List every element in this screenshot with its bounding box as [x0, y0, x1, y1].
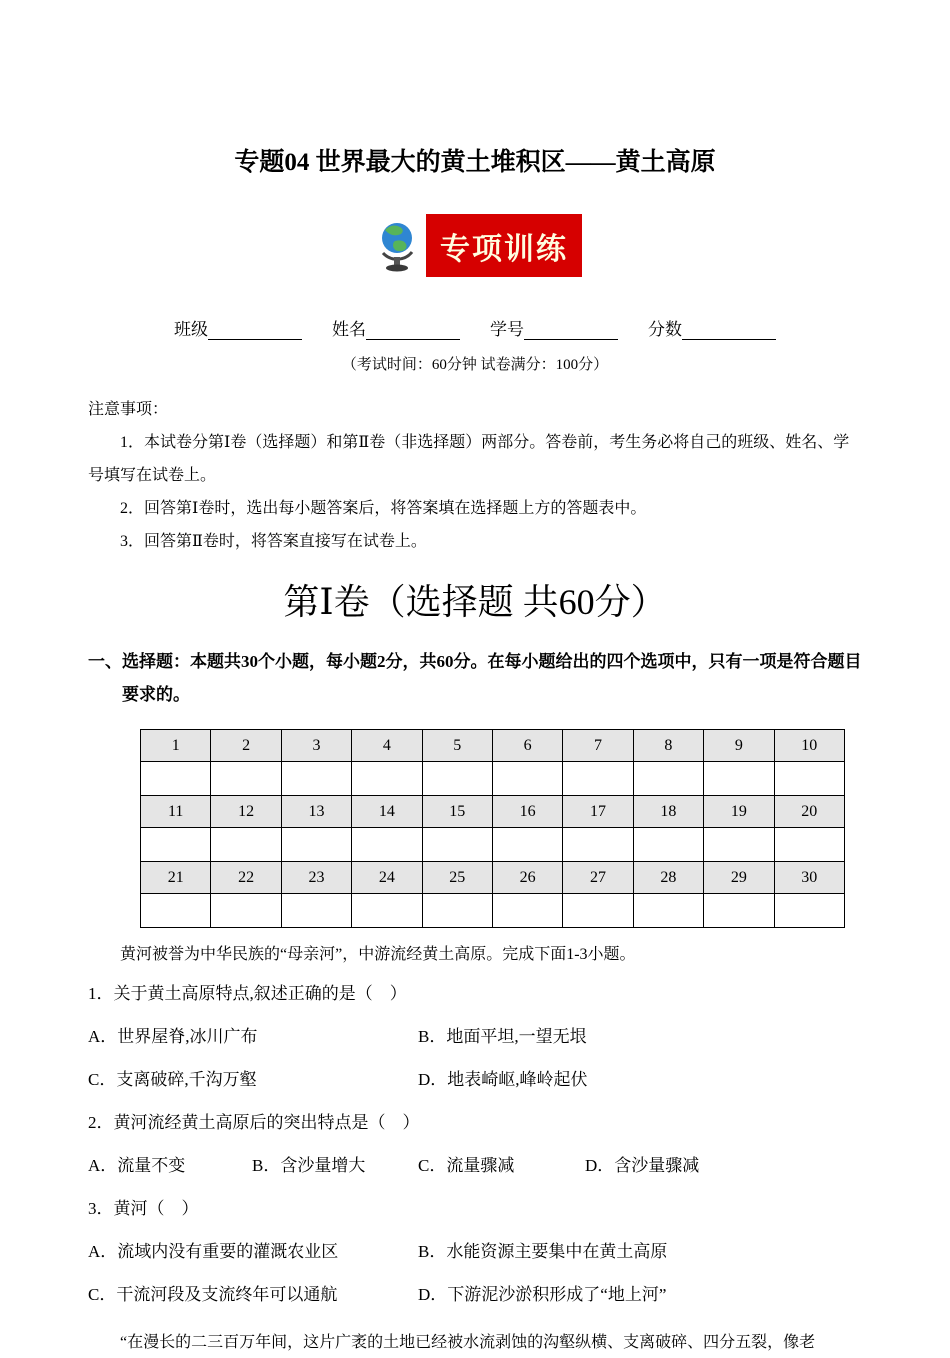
question-stem: 1．关于黄土高原特点,叙述正确的是（ ）	[88, 984, 407, 1003]
page-title: 专题04 世界最大的黄土堆积区——黄土高原	[234, 149, 716, 176]
answer-table-number-cell: 26	[492, 862, 562, 894]
answer-table-answer-cell	[492, 828, 562, 862]
answer-table-answer-cell	[774, 828, 844, 862]
answer-table-answer-cell	[211, 894, 281, 928]
option: A．世界屋脊,冰川广布	[88, 1027, 258, 1046]
option-row	[88, 1144, 862, 1187]
answer-table-answer-cell	[141, 894, 211, 928]
answer-table-answer-cell	[704, 894, 774, 928]
option-row	[88, 1015, 862, 1058]
answer-table-number-cell: 6	[492, 730, 562, 762]
option: D．下游泥沙淤积形成了“地上河”	[418, 1285, 667, 1304]
answer-table-number-cell: 27	[563, 862, 633, 894]
option-row	[88, 1230, 862, 1273]
answer-table-number-cell: 9	[704, 730, 774, 762]
answer-table-answer-cell	[281, 762, 351, 796]
notes-heading: 注意事项：	[88, 401, 169, 418]
section1-instruction: 一、选择题：本题共30个小题，每小题2分，共60分。在每小题给出的四个选项中，只有一项是符合题目要求的。	[88, 652, 862, 704]
questions-block	[88, 972, 862, 1316]
answer-table-number-cell: 15	[422, 796, 492, 828]
student-info-row	[88, 315, 862, 340]
passage-text: 黄河被誉为中华民族的“母亲河”，中游流经黄土高原。完成下面1-3小题。	[120, 946, 636, 963]
answer-table-number-cell: 12	[211, 796, 281, 828]
name-field	[332, 315, 460, 340]
answer-table-number-cell: 30	[774, 862, 844, 894]
option-row	[88, 1058, 862, 1101]
answer-table-answer-cell	[422, 828, 492, 862]
answer-table-number-cell: 29	[704, 862, 774, 894]
answer-table-number-cell: 18	[633, 796, 703, 828]
answer-table-number-cell: 1	[141, 730, 211, 762]
answer-table-number-cell: 20	[774, 796, 844, 828]
answer-table-number-cell: 2	[211, 730, 281, 762]
option: D．含沙量骤减	[585, 1156, 700, 1175]
answer-table-number-cell: 25	[422, 862, 492, 894]
answer-table-answer-cell	[281, 894, 351, 928]
answer-table-answer-cell	[774, 762, 844, 796]
score-label: 分数	[648, 320, 682, 339]
notes-section	[88, 394, 862, 558]
option: B．含沙量增大	[252, 1156, 366, 1175]
answer-table-number-cell: 28	[633, 862, 703, 894]
globe-icon	[368, 214, 426, 277]
answer-table-number-cell: 22	[211, 862, 281, 894]
option: B．地面平坦,一望无垠	[418, 1027, 587, 1046]
id-label: 学号	[490, 320, 524, 339]
answer-table-answer-cell	[704, 828, 774, 862]
option: A．流域内没有重要的灌溉农业区	[88, 1242, 339, 1261]
training-banner	[368, 214, 582, 277]
answer-table-answer-cell	[211, 828, 281, 862]
answer-table-number-cell: 17	[563, 796, 633, 828]
answer-table-answer-cell	[633, 762, 703, 796]
answer-table-answer-cell	[352, 828, 422, 862]
answer-table-answer-cell	[352, 894, 422, 928]
banner-label: 专项训练	[426, 214, 582, 277]
answer-table-number-cell: 11	[141, 796, 211, 828]
answer-table	[140, 729, 845, 928]
option: B．水能资源主要集中在黄土高原	[418, 1242, 668, 1261]
answer-table-answer-cell	[211, 762, 281, 796]
note-item: 1．本试卷分第Ⅰ卷（选择题）和第Ⅱ卷（非选择题）两部分。答卷前，考生务必将自己的班级、姓名、学号填写在试卷上。	[88, 434, 850, 484]
name-label: 姓名	[332, 320, 366, 339]
answer-table-answer-cell	[281, 828, 351, 862]
answer-table-number-cell: 16	[492, 796, 562, 828]
answer-table-answer-cell	[492, 762, 562, 796]
answer-table-number-cell: 10	[774, 730, 844, 762]
answer-table-answer-cell	[774, 894, 844, 928]
name-blank	[366, 323, 460, 340]
note-item: 2．回答第Ⅰ卷时，选出每小题答案后，将答案填在选择题上方的答题表中。	[120, 500, 647, 517]
section1-heading: 第Ⅰ卷（选择题 共60分）	[283, 582, 667, 622]
note-item: 3．回答第Ⅱ卷时，将答案直接写在试卷上。	[120, 533, 427, 550]
answer-table-answer-cell	[352, 762, 422, 796]
question-stem: 3．黄河（ ）	[88, 1199, 199, 1218]
passage-text: “在漫长的二三百万年间，这片广袤的土地已经被水流剥蚀的沟壑纵横、支离破碎、四分五裂，像老	[120, 1334, 816, 1351]
answer-table-answer-cell	[141, 762, 211, 796]
option: C．干流河段及支流终年可以通航	[88, 1285, 338, 1304]
answer-table-answer-cell	[704, 762, 774, 796]
answer-table-answer-cell	[563, 894, 633, 928]
answer-table-answer-cell	[563, 828, 633, 862]
class-field	[174, 315, 302, 340]
answer-table-number-cell: 7	[563, 730, 633, 762]
answer-table-number-cell: 21	[141, 862, 211, 894]
id-field	[490, 315, 618, 340]
id-blank	[524, 323, 618, 340]
option: D．地表崎岖,峰岭起伏	[418, 1070, 588, 1089]
score-field	[648, 315, 776, 340]
class-label: 班级	[174, 320, 208, 339]
answer-table-number-cell: 13	[281, 796, 351, 828]
answer-table-number-cell: 4	[352, 730, 422, 762]
answer-table-number-cell: 19	[704, 796, 774, 828]
answer-table-answer-cell	[492, 894, 562, 928]
class-blank	[208, 323, 302, 340]
answer-table-number-cell: 8	[633, 730, 703, 762]
exam-meta: （考试时间：60分钟 试卷满分：100分）	[341, 357, 609, 373]
answer-table-answer-cell	[633, 894, 703, 928]
option-row	[88, 1273, 862, 1316]
answer-table-number-cell: 24	[352, 862, 422, 894]
answer-table-number-cell: 23	[281, 862, 351, 894]
option: C．流量骤减	[418, 1156, 515, 1175]
answer-table-answer-cell	[422, 762, 492, 796]
answer-table-number-cell: 5	[422, 730, 492, 762]
answer-table-number-cell: 3	[281, 730, 351, 762]
option: A．流量不变	[88, 1156, 186, 1175]
answer-table-answer-cell	[141, 828, 211, 862]
answer-table-answer-cell	[422, 894, 492, 928]
answer-table-number-cell: 14	[352, 796, 422, 828]
score-blank	[682, 323, 776, 340]
question-stem: 2．黄河流经黄土高原后的突出特点是（ ）	[88, 1113, 420, 1132]
answer-table-answer-cell	[563, 762, 633, 796]
answer-table-answer-cell	[633, 828, 703, 862]
option: C．支离破碎,千沟万壑	[88, 1070, 257, 1089]
